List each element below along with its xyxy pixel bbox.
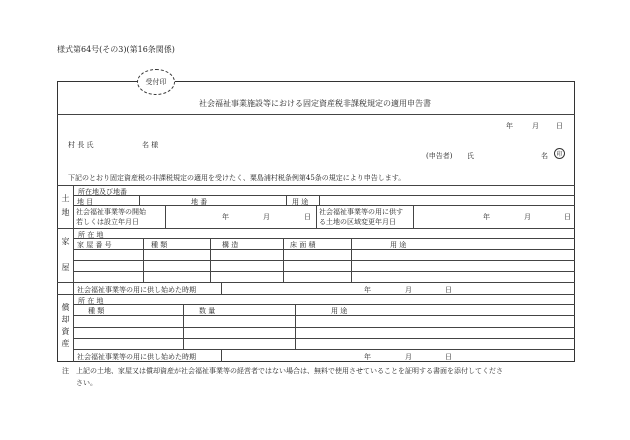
divider [73,304,575,305]
divider [73,260,575,261]
divider [57,185,575,186]
depreciable-header-kind: 種 類 [88,307,105,315]
depreciable-header-use: 用 途 [331,307,348,315]
seal-icon: 印 [554,148,565,159]
depreciable-header-quantity: 数 量 [199,307,216,315]
divider [210,238,211,282]
depreciable-used-day: 日 [445,353,452,361]
divider [183,304,184,349]
divider [351,238,352,282]
house-used-year: 年 [364,286,371,294]
divider [221,349,222,362]
addressee-name: 村 長 氏 [68,141,94,149]
land-start-year: 年 [222,213,229,221]
house-location-label: 所 在 地 [78,231,104,239]
receipt-stamp: 受付印 [137,69,175,95]
house-header-number: 家 屋 番 号 [77,241,112,249]
divider [73,349,575,350]
applicant-name-label: 氏 [467,152,474,160]
divider [73,185,74,362]
applicant-name-suffix: 名 [541,152,548,160]
divider [73,315,575,316]
divider [73,271,575,272]
statement: 下記のとおり固定資産税の非課税規定の適用を受けたく、粟島浦村税条例第45条の規定により申告します。 [68,174,406,182]
land-location-label: 所在地及び地番 [78,188,127,196]
land-change-label: 社会福祉事業等の用に供す [319,208,403,216]
land-start-label: 若しくは設立年月日 [76,218,139,226]
divider [143,238,144,282]
divider [57,228,575,229]
land-side-label: 土地 [61,194,70,222]
depreciable-used-month: 月 [405,353,412,361]
house-used-month: 月 [405,286,412,294]
land-youto-label: 用 途 [292,198,309,206]
divider [295,304,296,349]
form-title: 社会福祉事業施設等における固定資産税非課税規定の適用申告書 [199,99,431,108]
house-used-since-label: 社会福祉事業等の用に供し始めた時期 [77,286,196,294]
divider [319,195,320,205]
land-start-label: 社会福祉事業等の開始 [76,208,146,216]
addressee-honorific: 名 様 [142,141,159,149]
divider [413,205,414,228]
land-chimoku-label: 地 目 [77,198,94,206]
house-header-kind: 種 類 [151,241,168,249]
divider [73,338,575,339]
depreciable-used-year: 年 [364,353,371,361]
note-label: 注 [62,367,69,375]
divider [316,205,317,228]
date-day: 日 [556,122,563,130]
depreciable-side-label: 償却資産 [61,303,70,351]
divider [73,238,575,239]
divider [73,327,575,328]
divider [73,205,575,206]
divider [286,195,287,205]
house-header-structure: 構 造 [222,241,239,249]
land-change-year: 年 [483,213,490,221]
divider [73,249,575,250]
house-header-area: 床 面 積 [290,241,316,249]
land-change-day: 日 [564,213,571,221]
divider [57,282,575,283]
note-text: さい。 [76,379,97,387]
house-header-use: 用 途 [390,241,407,249]
house-used-day: 日 [445,286,452,294]
divider [57,114,575,115]
depreciable-used-since-label: 社会福祉事業等の用に供し始めた時期 [77,353,196,361]
house-side-label: 家屋 [61,237,70,289]
divider [165,205,166,228]
date-year: 年 [506,122,513,130]
land-change-month: 月 [524,213,531,221]
land-start-day: 日 [304,213,311,221]
land-chiban-label: 地 番 [191,198,208,206]
depreciable-location-label: 所 在 地 [78,297,104,305]
note-text: 上記の土地、家屋又は償却資産が社会福祉事業等の経営者ではない場合は、無料で使用させていることを証明する書面を添付してくださ [76,367,503,375]
applicant-label: (申告者) [426,152,453,160]
divider [139,195,140,205]
divider [221,282,222,294]
date-month: 月 [532,122,539,130]
form-id: 様式第64号(その3)(第16条関係) [57,45,175,54]
land-start-month: 月 [263,213,270,221]
divider [73,195,575,196]
land-change-label: る土地の区域変更年月日 [319,218,396,226]
divider [283,238,284,282]
